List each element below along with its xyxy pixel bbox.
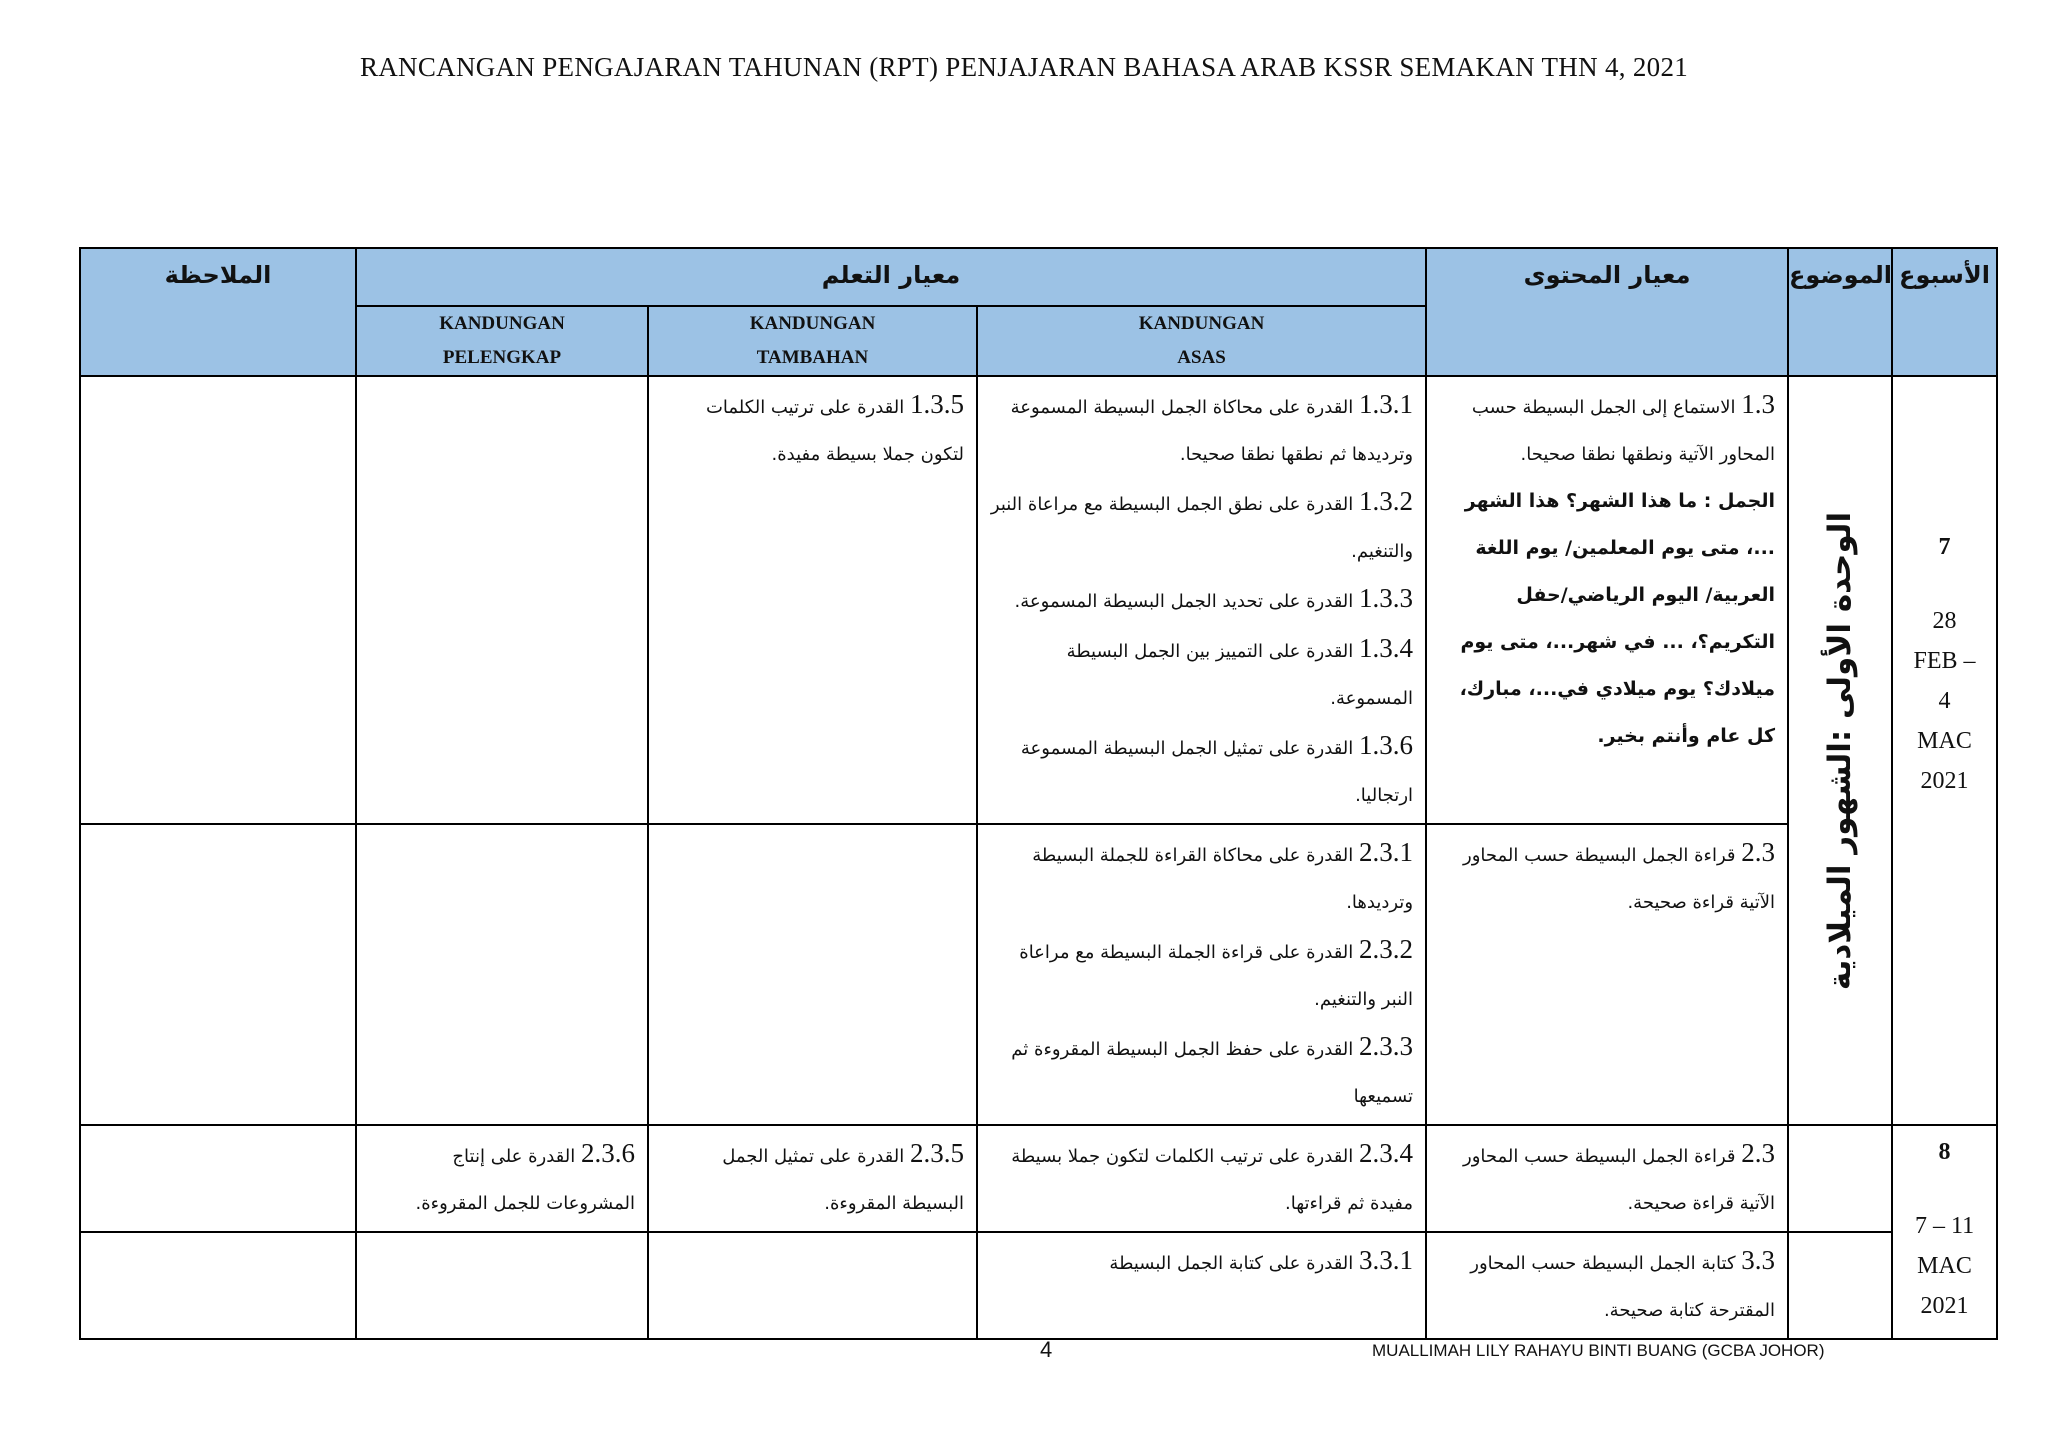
week-cell: [1892, 1125, 1997, 1339]
standard-number: 1.3.4: [1359, 633, 1414, 663]
standard-text: القدرة على ترتيب الكلمات لتكون جملا بسيطة مفيدة ثم قراءتها.: [1011, 1146, 1414, 1214]
standard-text: القدرة على التمييز بين الجمل البسيطة المسموعة.: [1066, 641, 1414, 709]
standard-number: 1.3: [1741, 389, 1776, 419]
list-item: [988, 926, 1413, 1023]
standard-number: 3.3.1: [1359, 1245, 1414, 1275]
notes-cell: [80, 824, 356, 1125]
content-standard-cell: [1426, 824, 1788, 1125]
standard-number: 1.3.2: [1359, 486, 1414, 516]
header-content-standard: معيار المحتوى: [1426, 248, 1788, 376]
week-dates: 28 FEB – 4 MAC 2021: [1913, 608, 1976, 794]
standard-text: القدرة على ترتيب الكلمات لتكون جملا بسيطة مفيدة.: [705, 397, 964, 465]
standard-text: القدرة على كتابة الجمل البسيطة: [1109, 1253, 1360, 1274]
list-item: [988, 625, 1413, 722]
content-standard-cell: [1426, 1125, 1788, 1232]
pelengkap-cell: [356, 824, 648, 1125]
list-item: [988, 575, 1413, 625]
list-item: [988, 478, 1413, 575]
standard-text: القدرة على تمثيل الجمل البسيطة المقروءة.: [722, 1146, 964, 1214]
list-item: [988, 381, 1413, 478]
topic-title: الوحدة الأولى :الشهور الميلادية: [1822, 511, 1859, 990]
list-item: [988, 1023, 1413, 1120]
tambahan-cell: [648, 1125, 977, 1232]
content-standard-cell: [1426, 376, 1788, 824]
standard-text: كتابة الجمل البسيطة حسب المحاور المقترحة كتابة صحيحة.: [1470, 1253, 1776, 1321]
content-standard-cell: [1426, 1232, 1788, 1339]
page-number: 4: [1040, 1337, 1053, 1362]
standard-text: القدرة على نطق الجمل البسيطة مع مراعاة النبر والتنغيم.: [990, 494, 1414, 562]
sentence-list: الجمل : ما هذا الشهر؟ هذا الشهر ...، متى يوم المعلمين/ يوم اللغة العربية/ اليوم الرياضي/حفل التكريم؟، ... في شهر...، متى يوم ميلادك؟ يوم ميلادي في...، مبارك، كل عام وأنتم بخير.: [1459, 490, 1776, 747]
standard-text: قراءة الجمل البسيطة حسب المحاور الآتية قراءة صحيحة.: [1463, 1146, 1776, 1214]
standard-text: القدرة على إنتاج المشروعات للجمل المقروءة.: [415, 1146, 635, 1214]
standard-text: القدرة على تمثيل الجمل البسيطة المسموعة ارتجاليا.: [1020, 738, 1414, 806]
header-notes: الملاحظة: [80, 248, 356, 376]
topic-cell: [1788, 376, 1892, 1125]
standard-number: 1.3.3: [1359, 583, 1414, 613]
standard-number: 2.3.1: [1359, 837, 1414, 867]
asas-cell: [977, 824, 1426, 1125]
standard-number: 2.3: [1741, 1138, 1776, 1168]
notes-cell: [80, 376, 356, 824]
asas-cell: [977, 376, 1426, 824]
pelengkap-cell: [356, 1125, 648, 1232]
week-number: 7: [1938, 534, 1951, 560]
asas-cell: [977, 1232, 1426, 1339]
table-row: [80, 376, 1997, 824]
header-pelengkap: KANDUNGAN PELENGKAP: [356, 306, 648, 376]
list-item: [988, 722, 1413, 819]
standard-text: قراءة الجمل البسيطة حسب المحاور الآتية قراءة صحيحة.: [1463, 845, 1776, 913]
topic-cell: [1788, 1232, 1892, 1339]
header-topic: الموضوع: [1788, 248, 1892, 376]
footer-author: MUALLIMAH LILY RAHAYU BINTI BUANG (GCBA JOHOR): [1372, 1341, 1825, 1360]
header-tambahan: KANDUNGAN TAMBAHAN: [648, 306, 977, 376]
week-cell: [1892, 376, 1997, 1125]
table-row: [80, 824, 1997, 1125]
standard-number: 1.3.1: [1359, 389, 1414, 419]
standard-number: 2.3.4: [1359, 1138, 1414, 1168]
header-week: الأسبوع: [1892, 248, 1997, 376]
standard-text: القدرة على حفظ الجمل البسيطة المقروءة ثم تسميعها: [1011, 1039, 1414, 1107]
tambahan-cell: [648, 1232, 977, 1339]
standard-text: القدرة على قراءة الجملة البسيطة مع مراعاة النبر والتنغيم.: [1019, 942, 1414, 1010]
document-title: RANCANGAN PENGAJARAN TAHUNAN (RPT) PENJAJARAN BAHASA ARAB KSSR SEMAKAN THN 4, 2021: [359, 52, 1689, 82]
notes-cell: [80, 1125, 356, 1232]
pelengkap-cell: [356, 376, 648, 824]
pelengkap-cell: [356, 1232, 648, 1339]
standard-number: 3.3: [1741, 1245, 1776, 1275]
table-row: [80, 1125, 1997, 1232]
standard-text: القدرة على محاكاة القراءة للجملة البسيطة وترديدها.: [1032, 845, 1414, 913]
week-number: 8: [1938, 1139, 1951, 1165]
standard-text: القدرة على تحديد الجمل البسيطة المسموعة.: [1014, 591, 1360, 612]
notes-cell: [80, 1232, 356, 1339]
standard-number: 2.3.2: [1359, 934, 1414, 964]
tambahan-cell: [648, 376, 977, 824]
standard-text: القدرة على محاكاة الجمل البسيطة المسموعة وترديدها ثم نطقها نطقا صحيحا.: [1010, 397, 1414, 465]
list-item: [988, 829, 1413, 926]
topic-cell: [1788, 1125, 1892, 1232]
asas-cell: [977, 1125, 1426, 1232]
standard-number: 1.3.6: [1359, 730, 1414, 760]
week-dates: 7 – 11 MAC 2021: [1914, 1213, 1975, 1319]
tambahan-cell: [648, 824, 977, 1125]
standard-number: 2.3: [1741, 837, 1776, 867]
header-learning-standard: معيار التعلم: [356, 248, 1426, 306]
standard-number: 1.3.5: [910, 389, 964, 419]
plan-table: [79, 247, 1998, 1340]
header-asas: KANDUNGAN ASAS: [977, 306, 1426, 376]
standard-text: الاستماع إلى الجمل البسيطة حسب المحاور الآتية ونطقها نطقا صحيحا.: [1471, 397, 1776, 465]
table-row: [80, 1232, 1997, 1339]
standard-number: 2.3.3: [1359, 1031, 1414, 1061]
standard-number: 2.3.5: [910, 1138, 964, 1168]
standard-number: 2.3.6: [581, 1138, 635, 1168]
